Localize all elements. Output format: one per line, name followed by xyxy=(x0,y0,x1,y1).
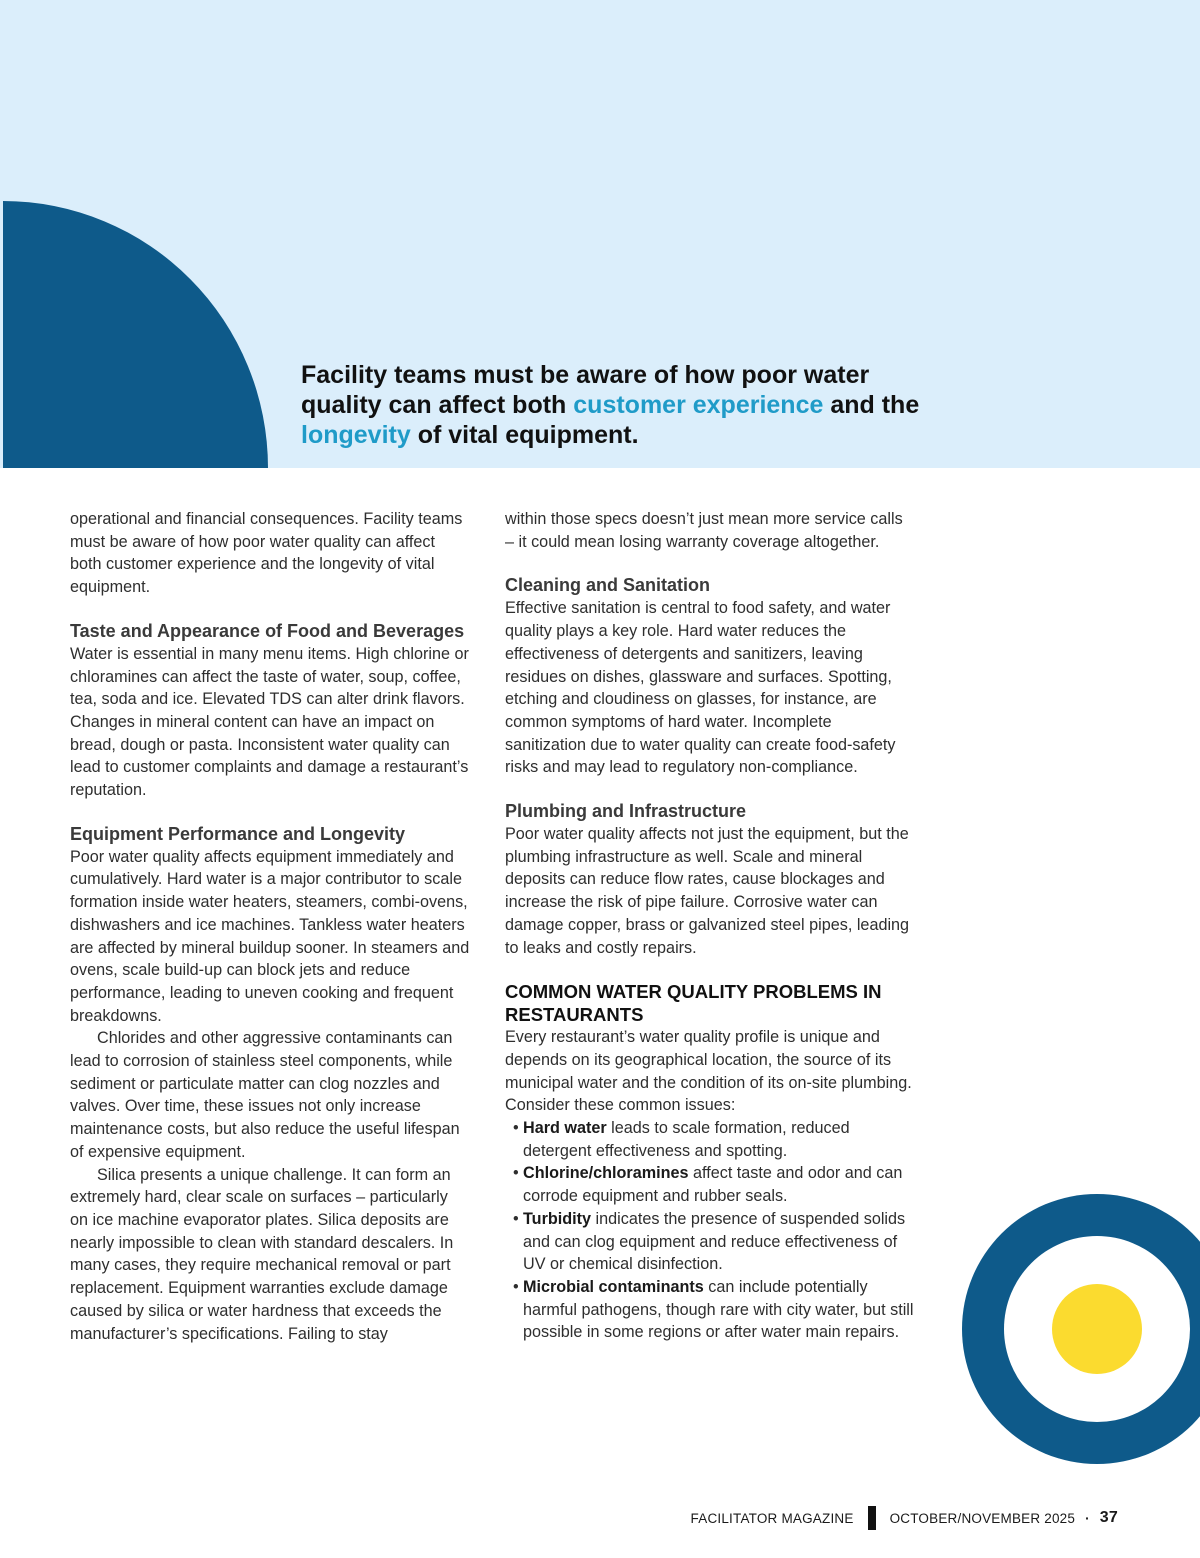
problems-list xyxy=(505,1117,915,1344)
bullet-icon: • xyxy=(513,1209,519,1228)
intro-paragraph: operational and financial consequences. Facility teams must be aware of how poor water quality can affect both customer experience and the longevity of vital equipment. xyxy=(70,510,463,597)
equipment-paragraph-1: Poor water quality affects equipment immediately and cumulatively. Hard water is a major contributor to scale formation inside water heaters, steamers, combi-ovens, dishwashers and ice machines. Tankless water heaters are affected by mineral buildup sooner. In steamers and ovens, scale build-up can block jets and reduce performance, leading to uneven cooking and frequent breakdowns. xyxy=(70,847,470,1025)
list-item: • Hard water leads to scale formation, reduced detergent effectiveness and spotting. xyxy=(513,1119,850,1160)
footer-separator: · xyxy=(1085,1510,1090,1526)
section-heading-cleaning: Cleaning and Sanitation xyxy=(505,575,711,596)
article-column-left xyxy=(70,508,470,1345)
section-heading-taste: Taste and Appearance of Food and Beverages xyxy=(70,620,465,641)
list-item: • Microbial contaminants can include potentially harmful pathogens, though rare with city water, but still possible in some regions or after water main repairs. xyxy=(513,1277,914,1342)
equipment-paragraph-2: Chlorides and other aggressive contaminants can lead to corrosion of stainless steel components, while sediment or particulate matter can clog nozzles and valves. Over time, these issues not only increase maintenance costs, but also reduce the useful lifespan of expensive equipment. xyxy=(70,1029,460,1161)
section-heading-plumbing: Plumbing and Infrastructure xyxy=(505,801,747,822)
hero-banner xyxy=(0,0,1200,468)
bullet-icon: • xyxy=(513,1119,519,1138)
pull-quote-highlight-customer-experience: customer experience xyxy=(573,391,824,419)
section-heading-equipment: Equipment Performance and Longevity xyxy=(70,823,406,844)
page-number: 37 xyxy=(1099,1509,1118,1526)
magazine-name: FACILITATOR MAGAZINE xyxy=(690,1510,854,1526)
target-circle-graphic xyxy=(962,1194,1200,1464)
bullet-icon: • xyxy=(513,1277,519,1296)
footer-divider-bar xyxy=(868,1506,876,1530)
list-item: • Chlorine/chloramines affect taste and odor and can corrode equipment and rubber seals. xyxy=(513,1164,903,1206)
problems-intro-paragraph: Every restaurant’s water quality profile is unique and depends on its geographical location, the source of its municipal water and the condition of its on-site plumbing. Consider these common issues: xyxy=(505,1028,912,1115)
article-column-right xyxy=(505,508,915,1344)
continuation-paragraph: within those specs doesn’t just mean more service calls – it could mean losing warranty coverage altogether. xyxy=(505,510,903,551)
plumbing-paragraph: Poor water quality affects not just the equipment, but the plumbing infrastructure as well. Scale and mineral deposits can reduce flow rates, cause blockages and increase the risk of pipe failure. Corrosive water can damage copper, brass or galvanized steel pipes, leading to leaks and costly repairs. xyxy=(505,825,910,957)
section-heading-problems: COMMON WATER QUALITY PROBLEMS IN RESTAURANTS xyxy=(505,981,882,1026)
issue-date: OCTOBER/NOVEMBER 2025 xyxy=(889,1510,1076,1526)
bullet-icon: • xyxy=(513,1164,519,1183)
taste-paragraph: Water is essential in many menu items. High chlorine or chloramines can affect the taste of water, soup, coffee, tea, soda and ice. Elevated TDS can alter drink flavors. Changes in mineral content can have an impact on bread, dough or pasta. Inconsistent water quality can lead to customer complaints and damage a restaurant’s reputation. xyxy=(70,644,469,800)
pull-quote: Facility teams must be aware of how poor water quality can affect both customer experience and the longevity of vital equipment. xyxy=(301,361,920,449)
list-item: • Turbidity indicates the presence of suspended solids and can clog equipment and reduce effectiveness of UV or chemical disinfection. xyxy=(513,1209,906,1274)
equipment-paragraph-3: Silica presents a unique challenge. It can form an extremely hard, clear scale on surfaces – particularly on ice machine evaporator plates. Silica deposits are nearly impossible to clean with standard descalers. In many cases, they require mechanical removal or part replacement. Equipment warranties exclude damage caused by silica or water hardness that exceeds the manufacturer’s specifications. Failing to stay xyxy=(70,1165,454,1343)
quarter-circle-graphic xyxy=(3,201,268,468)
pull-quote-highlight-longevity: longevity xyxy=(301,421,411,449)
cleaning-paragraph: Effective sanitation is central to food safety, and water quality plays a key role. Hard water reduces the effectiveness of detergents and sanitizers, leaving residues on dishes, glassware and surfaces. Spotting, etching and cloudiness on glasses, for instance, are common symptoms of hard water. Incomplete sanitization due to water quality can create food-safety risks and may lead to regulatory non-compliance. xyxy=(505,599,896,777)
page-footer xyxy=(691,1506,1118,1530)
